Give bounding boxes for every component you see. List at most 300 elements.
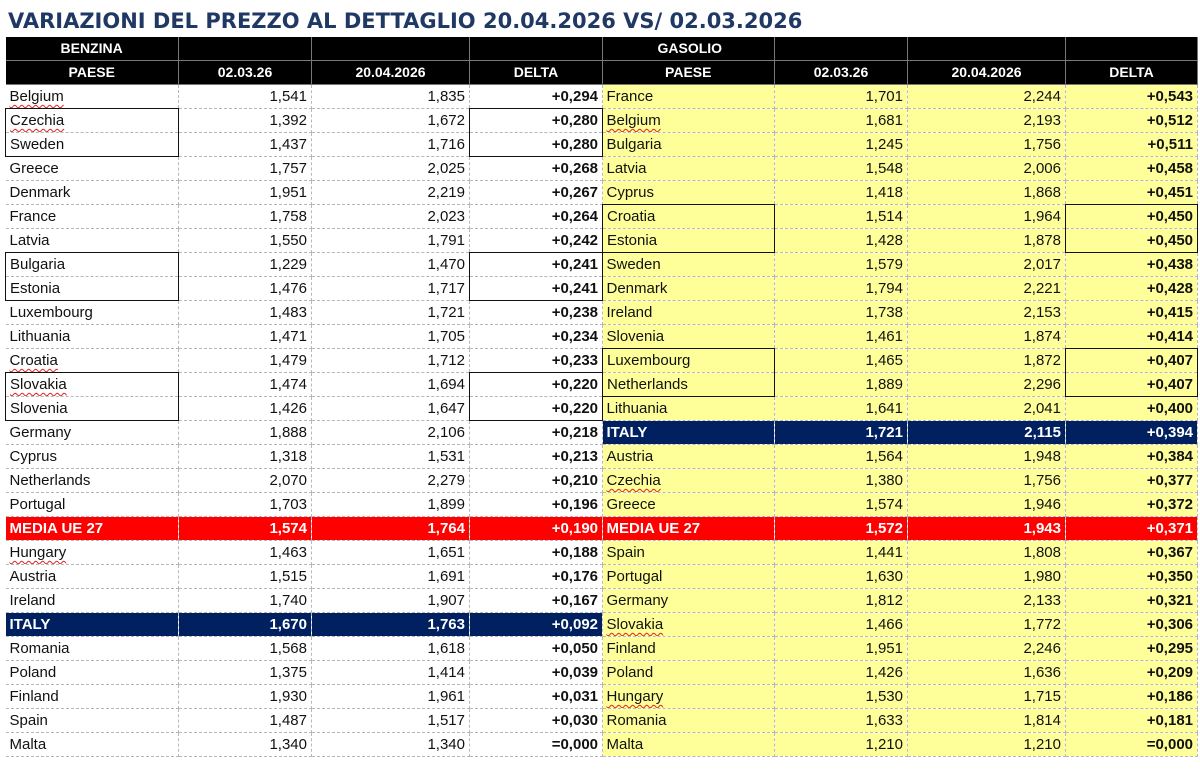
delta-cell: +0,167 [470, 589, 603, 613]
country-cell: Poland [6, 661, 179, 685]
price-0203-cell: 1,701 [775, 85, 908, 109]
delta-cell: +0,415 [1066, 301, 1198, 325]
price-2004-cell: 1,531 [312, 445, 470, 469]
country-cell: Belgium [603, 109, 775, 133]
price-2004-cell: 1,721 [312, 301, 470, 325]
price-2004-cell: 1,764 [312, 517, 470, 541]
delta-cell: +0,384 [1066, 445, 1198, 469]
price-2004-cell: 2,221 [908, 277, 1066, 301]
price-0203-cell: 1,483 [179, 301, 312, 325]
price-0203-cell: 1,930 [179, 685, 312, 709]
price-2004-cell: 1,872 [908, 349, 1066, 373]
country-cell: Spain [603, 541, 775, 565]
price-2004-cell: 1,651 [312, 541, 470, 565]
price-2004-cell: 1,899 [312, 493, 470, 517]
column-header-date1: 02.03.26 [775, 61, 908, 85]
price-2004-cell: 1,980 [908, 565, 1066, 589]
benzina-row [6, 541, 603, 565]
delta-cell: +0,306 [1066, 613, 1198, 637]
benzina-row [6, 565, 603, 589]
delta-cell: +0,188 [470, 541, 603, 565]
price-2004-cell: 2,153 [908, 301, 1066, 325]
gasolio-row [603, 181, 1198, 205]
price-0203-cell: 1,463 [179, 541, 312, 565]
price-0203-cell: 1,515 [179, 565, 312, 589]
price-2004-cell: 1,716 [312, 133, 470, 157]
benzina-rows [6, 85, 603, 757]
price-0203-cell: 1,441 [775, 541, 908, 565]
country-cell: Slovakia [603, 613, 775, 637]
delta-cell: +0,218 [470, 421, 603, 445]
delta-cell: +0,450 [1066, 205, 1198, 229]
price-0203-cell: 1,229 [179, 253, 312, 277]
column-header-delta: DELTA [470, 61, 603, 85]
price-2004-cell: 1,647 [312, 397, 470, 421]
country-cell: Finland [603, 637, 775, 661]
price-0203-cell: 1,794 [775, 277, 908, 301]
benzina-row [6, 637, 603, 661]
group-spacer [775, 37, 908, 61]
price-2004-cell: 1,763 [312, 613, 470, 637]
price-0203-cell: 1,951 [179, 181, 312, 205]
country-cell: Latvia [6, 229, 179, 253]
benzina-row [6, 109, 603, 133]
price-0203-cell: 1,738 [775, 301, 908, 325]
delta-cell: +0,209 [1066, 661, 1198, 685]
country-cell: Greece [603, 493, 775, 517]
delta-cell: +0,414 [1066, 325, 1198, 349]
price-0203-cell: 1,530 [775, 685, 908, 709]
benzina-row [6, 685, 603, 709]
country-cell: MEDIA UE 27 [6, 517, 179, 541]
price-0203-cell: 1,340 [179, 733, 312, 757]
price-2004-cell: 2,106 [312, 421, 470, 445]
benzina-row [6, 517, 603, 541]
country-cell: Denmark [6, 181, 179, 205]
price-2004-cell: 1,808 [908, 541, 1066, 565]
gasolio-row [603, 301, 1198, 325]
delta-cell: +0,241 [470, 253, 603, 277]
price-0203-cell: 1,888 [179, 421, 312, 445]
price-0203-cell: 1,514 [775, 205, 908, 229]
gasolio-row [603, 85, 1198, 109]
benzina-row [6, 277, 603, 301]
group-spacer [312, 37, 470, 61]
benzina-row [6, 301, 603, 325]
benzina-row [6, 493, 603, 517]
gasolio-row [603, 541, 1198, 565]
gasolio-row [603, 397, 1198, 421]
price-0203-cell: 1,703 [179, 493, 312, 517]
country-cell: Sweden [6, 133, 179, 157]
price-0203-cell: 1,318 [179, 445, 312, 469]
delta-cell: +0,543 [1066, 85, 1198, 109]
gasolio-header-row [603, 61, 1198, 85]
price-2004-cell: 1,756 [908, 469, 1066, 493]
country-cell: Sweden [603, 253, 775, 277]
price-2004-cell: 1,964 [908, 205, 1066, 229]
country-cell: Netherlands [603, 373, 775, 397]
delta-cell: +0,438 [1066, 253, 1198, 277]
country-cell: MEDIA UE 27 [603, 517, 775, 541]
gasolio-table [602, 37, 1198, 757]
price-0203-cell: 1,572 [775, 517, 908, 541]
delta-cell: +0,039 [470, 661, 603, 685]
benzina-row [6, 133, 603, 157]
price-2004-cell: 1,878 [908, 229, 1066, 253]
benzina-row [6, 421, 603, 445]
delta-cell: +0,295 [1066, 637, 1198, 661]
price-2004-cell: 1,715 [908, 685, 1066, 709]
delta-cell: +0,030 [470, 709, 603, 733]
delta-cell: +0,220 [470, 373, 603, 397]
delta-cell: =0,000 [1066, 733, 1198, 757]
price-0203-cell: 1,476 [179, 277, 312, 301]
benzina-row [6, 469, 603, 493]
gasolio-row [603, 685, 1198, 709]
price-0203-cell: 1,564 [775, 445, 908, 469]
benzina-row [6, 445, 603, 469]
country-cell: Bulgaria [603, 133, 775, 157]
gasolio-row [603, 709, 1198, 733]
price-0203-cell: 1,418 [775, 181, 908, 205]
benzina-row [6, 661, 603, 685]
benzina-row [6, 205, 603, 229]
column-header-date1: 02.03.26 [179, 61, 312, 85]
benzina-row [6, 85, 603, 109]
benzina-table [5, 37, 603, 757]
price-0203-cell: 1,392 [179, 109, 312, 133]
benzina-row [6, 157, 603, 181]
price-2004-cell: 1,210 [908, 733, 1066, 757]
group-spacer [1066, 37, 1198, 61]
country-cell: Czechia [603, 469, 775, 493]
price-0203-cell: 1,428 [775, 229, 908, 253]
country-cell: Luxembourg [6, 301, 179, 325]
delta-cell: +0,190 [470, 517, 603, 541]
price-0203-cell: 1,426 [775, 661, 908, 685]
delta-cell: +0,264 [470, 205, 603, 229]
price-0203-cell: 1,471 [179, 325, 312, 349]
price-0203-cell: 1,641 [775, 397, 908, 421]
price-2004-cell: 2,246 [908, 637, 1066, 661]
price-2004-cell: 1,717 [312, 277, 470, 301]
country-cell: ITALY [603, 421, 775, 445]
gasolio-row [603, 133, 1198, 157]
price-0203-cell: 1,812 [775, 589, 908, 613]
gasolio-row [603, 325, 1198, 349]
delta-cell: +0,234 [470, 325, 603, 349]
country-cell: Germany [6, 421, 179, 445]
price-0203-cell: 2,070 [179, 469, 312, 493]
column-header-paese: PAESE [6, 61, 179, 85]
price-2004-cell: 1,948 [908, 445, 1066, 469]
price-2004-cell: 2,296 [908, 373, 1066, 397]
gasolio-row [603, 493, 1198, 517]
price-2004-cell: 1,705 [312, 325, 470, 349]
country-cell: Ireland [603, 301, 775, 325]
delta-cell: +0,213 [470, 445, 603, 469]
price-2004-cell: 1,961 [312, 685, 470, 709]
delta-cell: +0,367 [1066, 541, 1198, 565]
benzina-group-row [6, 37, 603, 61]
delta-cell: +0,092 [470, 613, 603, 637]
column-header-delta: DELTA [1066, 61, 1198, 85]
price-0203-cell: 1,681 [775, 109, 908, 133]
country-cell: Estonia [6, 277, 179, 301]
group-spacer [470, 37, 603, 61]
delta-cell: +0,220 [470, 397, 603, 421]
price-0203-cell: 1,380 [775, 469, 908, 493]
price-0203-cell: 1,474 [179, 373, 312, 397]
price-0203-cell: 1,210 [775, 733, 908, 757]
benzina-row [6, 397, 603, 421]
country-cell: Belgium [6, 85, 179, 109]
gasolio-row [603, 733, 1198, 757]
price-0203-cell: 1,758 [179, 205, 312, 229]
country-cell: Netherlands [6, 469, 179, 493]
delta-cell: +0,241 [470, 277, 603, 301]
country-cell: Romania [6, 637, 179, 661]
delta-cell: +0,280 [470, 133, 603, 157]
column-header-date2: 20.04.2026 [908, 61, 1066, 85]
column-header-date2: 20.04.2026 [312, 61, 470, 85]
delta-cell: +0,181 [1066, 709, 1198, 733]
price-0203-cell: 1,461 [775, 325, 908, 349]
country-cell: Portugal [6, 493, 179, 517]
delta-cell: +0,407 [1066, 373, 1198, 397]
price-0203-cell: 1,633 [775, 709, 908, 733]
delta-cell: +0,377 [1066, 469, 1198, 493]
benzina-row [6, 181, 603, 205]
delta-cell: +0,451 [1066, 181, 1198, 205]
country-cell: Czechia [6, 109, 179, 133]
price-2004-cell: 1,712 [312, 349, 470, 373]
benzina-row [6, 325, 603, 349]
country-cell: Poland [603, 661, 775, 685]
country-cell: Hungary [6, 541, 179, 565]
benzina-header-row [6, 61, 603, 85]
gasolio-row [603, 469, 1198, 493]
benzina-row [6, 589, 603, 613]
price-2004-cell: 1,672 [312, 109, 470, 133]
price-2004-cell: 1,414 [312, 661, 470, 685]
price-2004-cell: 2,193 [908, 109, 1066, 133]
price-0203-cell: 1,465 [775, 349, 908, 373]
delta-cell: +0,267 [470, 181, 603, 205]
country-cell: Portugal [603, 565, 775, 589]
price-2004-cell: 1,340 [312, 733, 470, 757]
page-title: VARIAZIONI DEL PREZZO AL DETTAGLIO 20.04.2026 VS/ 02.03.2026 [8, 9, 803, 33]
price-0203-cell: 1,487 [179, 709, 312, 733]
price-0203-cell: 1,550 [179, 229, 312, 253]
gasolio-group-row [603, 37, 1198, 61]
delta-cell: +0,176 [470, 565, 603, 589]
delta-cell: +0,186 [1066, 685, 1198, 709]
delta-cell: +0,233 [470, 349, 603, 373]
country-cell: Cyprus [6, 445, 179, 469]
price-2004-cell: 2,279 [312, 469, 470, 493]
benzina-group-label: BENZINA [6, 37, 179, 61]
gasolio-row [603, 637, 1198, 661]
gasolio-row [603, 109, 1198, 133]
delta-cell: +0,350 [1066, 565, 1198, 589]
benzina-row [6, 373, 603, 397]
benzina-row [6, 613, 603, 637]
gasolio-row [603, 277, 1198, 301]
delta-cell: +0,031 [470, 685, 603, 709]
price-2004-cell: 1,874 [908, 325, 1066, 349]
benzina-row [6, 229, 603, 253]
country-cell: Finland [6, 685, 179, 709]
gasolio-row [603, 157, 1198, 181]
country-cell: Lithuania [603, 397, 775, 421]
delta-cell: +0,196 [470, 493, 603, 517]
price-2004-cell: 2,025 [312, 157, 470, 181]
country-cell: Greece [6, 157, 179, 181]
price-2004-cell: 2,017 [908, 253, 1066, 277]
benzina-row [6, 733, 603, 757]
price-2004-cell: 2,115 [908, 421, 1066, 445]
delta-cell: +0,242 [470, 229, 603, 253]
country-cell: France [6, 205, 179, 229]
country-cell: France [603, 85, 775, 109]
country-cell: Malta [6, 733, 179, 757]
country-cell: Slovakia [6, 373, 179, 397]
price-2004-cell: 1,470 [312, 253, 470, 277]
price-2004-cell: 2,219 [312, 181, 470, 205]
delta-cell: +0,450 [1066, 229, 1198, 253]
price-0203-cell: 1,437 [179, 133, 312, 157]
price-2004-cell: 1,835 [312, 85, 470, 109]
country-cell: Croatia [6, 349, 179, 373]
country-cell: Austria [603, 445, 775, 469]
price-2004-cell: 1,868 [908, 181, 1066, 205]
country-cell: Denmark [603, 277, 775, 301]
price-0203-cell: 1,466 [775, 613, 908, 637]
gasolio-group-label: GASOLIO [603, 37, 775, 61]
country-cell: Ireland [6, 589, 179, 613]
gasolio-row [603, 613, 1198, 637]
price-2004-cell: 1,618 [312, 637, 470, 661]
gasolio-rows [603, 85, 1198, 757]
delta-cell: +0,210 [470, 469, 603, 493]
price-0203-cell: 1,568 [179, 637, 312, 661]
price-2004-cell: 1,943 [908, 517, 1066, 541]
price-0203-cell: 1,889 [775, 373, 908, 397]
benzina-row [6, 709, 603, 733]
group-spacer [908, 37, 1066, 61]
gasolio-row [603, 565, 1198, 589]
price-0203-cell: 1,951 [775, 637, 908, 661]
delta-cell: +0,512 [1066, 109, 1198, 133]
price-0203-cell: 1,574 [179, 517, 312, 541]
delta-cell: +0,371 [1066, 517, 1198, 541]
price-2004-cell: 1,814 [908, 709, 1066, 733]
price-0203-cell: 1,721 [775, 421, 908, 445]
gasolio-row [603, 517, 1198, 541]
gasolio-row [603, 661, 1198, 685]
delta-cell: +0,428 [1066, 277, 1198, 301]
country-cell: Lithuania [6, 325, 179, 349]
price-0203-cell: 1,541 [179, 85, 312, 109]
country-cell: Romania [603, 709, 775, 733]
price-2004-cell: 1,907 [312, 589, 470, 613]
benzina-row [6, 349, 603, 373]
country-cell: Germany [603, 589, 775, 613]
delta-cell: =0,000 [470, 733, 603, 757]
delta-cell: +0,050 [470, 637, 603, 661]
gasolio-row [603, 445, 1198, 469]
price-0203-cell: 1,375 [179, 661, 312, 685]
price-2004-cell: 1,691 [312, 565, 470, 589]
price-2004-cell: 2,006 [908, 157, 1066, 181]
benzina-row [6, 253, 603, 277]
delta-cell: +0,372 [1066, 493, 1198, 517]
delta-cell: +0,394 [1066, 421, 1198, 445]
price-0203-cell: 1,670 [179, 613, 312, 637]
country-cell: Hungary [603, 685, 775, 709]
country-cell: Estonia [603, 229, 775, 253]
price-2004-cell: 2,244 [908, 85, 1066, 109]
gasolio-row [603, 373, 1198, 397]
price-0203-cell: 1,426 [179, 397, 312, 421]
price-0203-cell: 1,579 [775, 253, 908, 277]
price-2004-cell: 1,517 [312, 709, 470, 733]
country-cell: Croatia [603, 205, 775, 229]
gasolio-row [603, 349, 1198, 373]
country-cell: Slovenia [6, 397, 179, 421]
delta-cell: +0,268 [470, 157, 603, 181]
delta-cell: +0,321 [1066, 589, 1198, 613]
price-2004-cell: 2,023 [312, 205, 470, 229]
price-2004-cell: 1,772 [908, 613, 1066, 637]
delta-cell: +0,511 [1066, 133, 1198, 157]
price-0203-cell: 1,245 [775, 133, 908, 157]
gasolio-row [603, 589, 1198, 613]
delta-cell: +0,400 [1066, 397, 1198, 421]
gasolio-row [603, 421, 1198, 445]
price-2004-cell: 1,694 [312, 373, 470, 397]
country-cell: Latvia [603, 157, 775, 181]
country-cell: Austria [6, 565, 179, 589]
price-2004-cell: 1,756 [908, 133, 1066, 157]
price-0203-cell: 1,548 [775, 157, 908, 181]
gasolio-row [603, 205, 1198, 229]
price-2004-cell: 2,041 [908, 397, 1066, 421]
price-2004-cell: 2,133 [908, 589, 1066, 613]
price-2004-cell: 1,791 [312, 229, 470, 253]
delta-cell: +0,280 [470, 109, 603, 133]
column-header-paese: PAESE [603, 61, 775, 85]
gasolio-row [603, 253, 1198, 277]
price-0203-cell: 1,630 [775, 565, 908, 589]
country-cell: Slovenia [603, 325, 775, 349]
country-cell: Luxembourg [603, 349, 775, 373]
country-cell: ITALY [6, 613, 179, 637]
delta-cell: +0,294 [470, 85, 603, 109]
country-cell: Bulgaria [6, 253, 179, 277]
group-spacer [179, 37, 312, 61]
delta-cell: +0,458 [1066, 157, 1198, 181]
country-cell: Malta [603, 733, 775, 757]
price-0203-cell: 1,740 [179, 589, 312, 613]
price-2004-cell: 1,636 [908, 661, 1066, 685]
country-cell: Cyprus [603, 181, 775, 205]
delta-cell: +0,407 [1066, 349, 1198, 373]
price-2004-cell: 1,946 [908, 493, 1066, 517]
delta-cell: +0,238 [470, 301, 603, 325]
